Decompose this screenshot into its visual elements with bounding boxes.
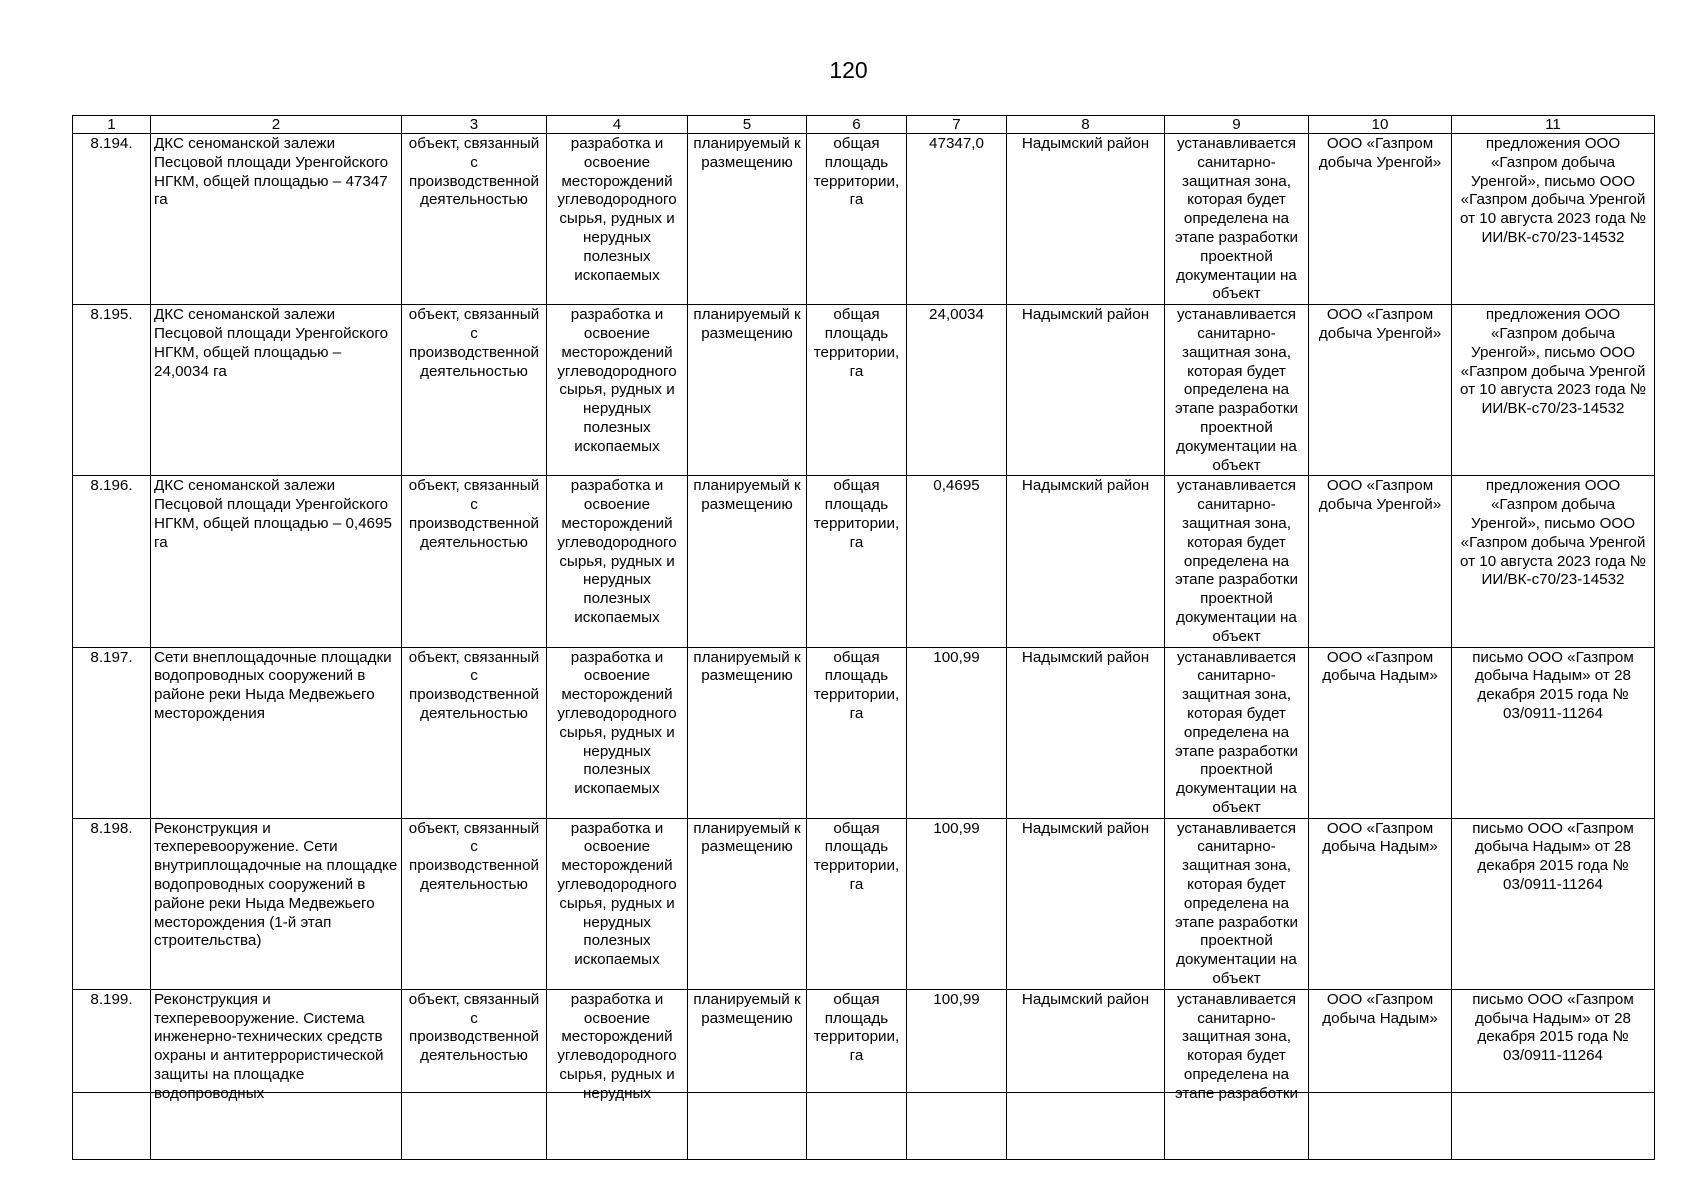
table-row xyxy=(73,989,1655,1159)
column-number: 1 xyxy=(73,116,151,134)
object-purpose: разработка и освоение месторождений углеводородного сырья, рудных и нерудных xyxy=(547,989,688,1159)
table-row xyxy=(73,305,1655,476)
object-name: ДКС сеноманской залежи Песцовой площади Уренгойского НГКМ, общей площадью – 24,0034 га xyxy=(151,305,402,476)
object-zone: устанавливается санитарно-защитная зона, которая будет определена на этапе разработки xyxy=(1165,989,1309,1159)
object-purpose: разработка и освоение месторождений углеводородного сырья, рудных и нерудных полезных ископаемых xyxy=(547,818,688,989)
object-characteristic: общая площадь территории, га xyxy=(807,818,907,989)
row-number: 8.198. xyxy=(73,818,151,989)
object-zone: устанавливается санитарно-защитная зона, которая будет определена на этапе разработки проектной документации на объект xyxy=(1165,134,1309,305)
object-type: объект, связанный с производственной деятельностью xyxy=(402,305,547,476)
row-number: 8.194. xyxy=(73,134,151,305)
object-purpose: разработка и освоение месторождений углеводородного сырья, рудных и нерудных полезных ископаемых xyxy=(547,647,688,818)
object-status: планируемый к размещению xyxy=(688,476,807,647)
object-purpose: разработка и освоение месторождений углеводородного сырья, рудных и нерудных полезных ископаемых xyxy=(547,305,688,476)
object-type: объект, связанный с производственной деятельностью xyxy=(402,818,547,989)
column-number: 5 xyxy=(688,116,807,134)
object-owner: ООО «Газпром добыча Уренгой» xyxy=(1309,305,1452,476)
column-number: 9 xyxy=(1165,116,1309,134)
object-status: планируемый к размещению xyxy=(688,134,807,305)
page-number: 120 xyxy=(829,57,868,83)
object-name: Реконструкция и техперевооружение. Сети внутриплощадочные на площадке водопроводных сооружений в районе реки Ныда Медвежьего месторождения (1-й этап строительства) xyxy=(151,818,402,989)
object-basis: предложения ООО «Газпром добыча Уренгой», письмо ООО «Газпром добыча Уренгой от 10 августа 2023 года № ИИ/ВК-с70/23-14532 xyxy=(1452,134,1655,305)
column-number: 3 xyxy=(402,116,547,134)
column-number-row xyxy=(73,116,1655,134)
object-owner: ООО «Газпром добыча Надым» xyxy=(1309,647,1452,818)
object-characteristic: общая площадь территории, га xyxy=(807,989,907,1159)
object-purpose: разработка и освоение месторождений углеводородного сырья, рудных и нерудных полезных ископаемых xyxy=(547,476,688,647)
object-location: Надымский район xyxy=(1007,647,1165,818)
object-status: планируемый к размещению xyxy=(688,647,807,818)
object-value: 24,0034 xyxy=(907,305,1007,476)
object-type: объект, связанный с производственной деятельностью xyxy=(402,989,547,1159)
column-number: 4 xyxy=(547,116,688,134)
column-number: 7 xyxy=(907,116,1007,134)
object-status: планируемый к размещению xyxy=(688,989,807,1159)
object-characteristic: общая площадь территории, га xyxy=(807,476,907,647)
object-location: Надымский район xyxy=(1007,305,1165,476)
object-type: объект, связанный с производственной деятельностью xyxy=(402,647,547,818)
row-number: 8.197. xyxy=(73,647,151,818)
table-row xyxy=(73,818,1655,989)
object-location: Надымский район xyxy=(1007,989,1165,1159)
object-purpose: разработка и освоение месторождений углеводородного сырья, рудных и нерудных полезных ископаемых xyxy=(547,134,688,305)
object-status: планируемый к размещению xyxy=(688,818,807,989)
object-value: 47347,0 xyxy=(907,134,1007,305)
row-number: 8.196. xyxy=(73,476,151,647)
object-owner: ООО «Газпром добыча Уренгой» xyxy=(1309,476,1452,647)
object-name: ДКС сеноманской залежи Песцовой площади Уренгойского НГКМ, общей площадью – 47347 га xyxy=(151,134,402,305)
table-row xyxy=(73,647,1655,818)
table-row xyxy=(73,476,1655,647)
object-location: Надымский район xyxy=(1007,818,1165,989)
object-owner: ООО «Газпром добыча Надым» xyxy=(1309,989,1452,1159)
object-zone: устанавливается санитарно-защитная зона, которая будет определена на этапе разработки проектной документации на объект xyxy=(1165,305,1309,476)
object-name: Сети внеплощадочные площадки водопроводных сооружений в районе реки Ныда Медвежьего месторождения xyxy=(151,647,402,818)
object-location: Надымский район xyxy=(1007,134,1165,305)
object-owner: ООО «Газпром добыча Уренгой» xyxy=(1309,134,1452,305)
object-characteristic: общая площадь территории, га xyxy=(807,647,907,818)
column-number: 2 xyxy=(151,116,402,134)
object-value: 100,99 xyxy=(907,989,1007,1159)
column-number: 11 xyxy=(1452,116,1655,134)
object-type: объект, связанный с производственной деятельностью xyxy=(402,134,547,305)
column-number: 6 xyxy=(807,116,907,134)
objects-table-wrapper xyxy=(72,115,1654,1102)
object-basis: письмо ООО «Газпром добыча Надым» от 28 декабря 2015 года № 03/0911-11264 xyxy=(1452,818,1655,989)
object-basis: предложения ООО «Газпром добыча Уренгой», письмо ООО «Газпром добыча Уренгой от 10 августа 2023 года № ИИ/ВК-с70/23-14532 xyxy=(1452,305,1655,476)
object-zone: устанавливается санитарно-защитная зона, которая будет определена на этапе разработки проектной документации на объект xyxy=(1165,818,1309,989)
object-name: Реконструкция и техперевооружение. Система инженерно-технических средств охраны и антитеррористической защиты на площадке водопроводных xyxy=(151,989,402,1159)
object-basis: письмо ООО «Газпром добыча Надым» от 28 декабря 2015 года № 03/0911-11264 xyxy=(1452,647,1655,818)
column-number: 10 xyxy=(1309,116,1452,134)
row-number: 8.195. xyxy=(73,305,151,476)
object-zone: устанавливается санитарно-защитная зона, которая будет определена на этапе разработки проектной документации на объект xyxy=(1165,476,1309,647)
object-basis: предложения ООО «Газпром добыча Уренгой», письмо ООО «Газпром добыча Уренгой от 10 августа 2023 года № ИИ/ВК-с70/23-14532 xyxy=(1452,476,1655,647)
object-type: объект, связанный с производственной деятельностью xyxy=(402,476,547,647)
object-characteristic: общая площадь территории, га xyxy=(807,305,907,476)
object-value: 100,99 xyxy=(907,647,1007,818)
object-zone: устанавливается санитарно-защитная зона, которая будет определена на этапе разработки проектной документации на объект xyxy=(1165,647,1309,818)
object-status: планируемый к размещению xyxy=(688,305,807,476)
table-row xyxy=(73,134,1655,305)
object-owner: ООО «Газпром добыча Надым» xyxy=(1309,818,1452,989)
object-characteristic: общая площадь территории, га xyxy=(807,134,907,305)
object-basis: письмо ООО «Газпром добыча Надым» от 28 декабря 2015 года № 03/0911-11264 xyxy=(1452,989,1655,1159)
object-value: 100,99 xyxy=(907,818,1007,989)
object-location: Надымский район xyxy=(1007,476,1165,647)
objects-table xyxy=(72,115,1655,1160)
row-number: 8.199. xyxy=(73,989,151,1159)
object-name: ДКС сеноманской залежи Песцовой площади Уренгойского НГКМ, общей площадью – 0,4695 га xyxy=(151,476,402,647)
object-value: 0,4695 xyxy=(907,476,1007,647)
column-number: 8 xyxy=(1007,116,1165,134)
